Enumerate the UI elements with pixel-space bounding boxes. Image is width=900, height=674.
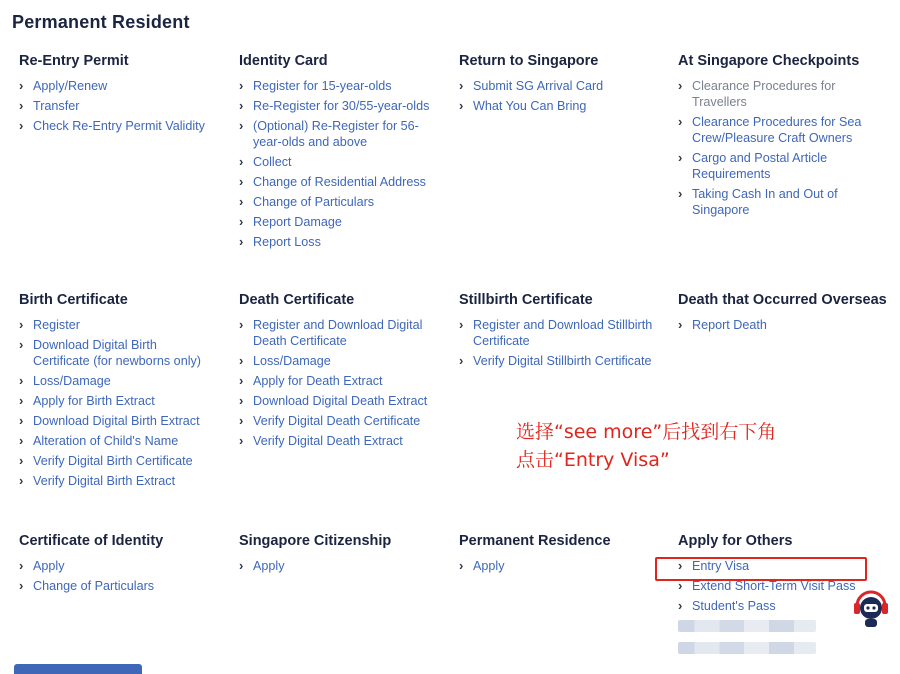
chevron-right-icon: › (19, 337, 24, 352)
link-collect[interactable]: › Collect (239, 154, 292, 169)
chevron-right-icon: › (239, 558, 244, 573)
chevron-right-icon: › (239, 234, 244, 249)
chevron-right-icon: › (678, 558, 683, 573)
link-what-you-can-bring[interactable]: › What You Can Bring (459, 98, 587, 113)
link-transfer[interactable]: › Transfer (19, 98, 80, 113)
chevron-right-icon: › (19, 413, 24, 428)
chevron-right-icon: › (239, 317, 244, 332)
section-title: Death that Occurred Overseas (678, 292, 887, 308)
link-verify-digital-stillbirth-certificate[interactable]: › Verify Digital Stillbirth Certificate (459, 353, 652, 368)
section-title: Re-Entry Permit (19, 53, 129, 69)
section-title: Birth Certificate (19, 292, 128, 308)
link-report-loss[interactable]: › Report Loss (239, 234, 321, 249)
blurred-text (678, 642, 816, 654)
entry-visa-highlight-box (655, 557, 867, 581)
link-submit-sg-arrival-card[interactable]: › Submit SG Arrival Card (459, 78, 604, 93)
section-title: Permanent Residence (459, 533, 611, 549)
chevron-right-icon: › (678, 78, 683, 93)
section-apply-for-others (678, 533, 868, 662)
link-verify-digital-death-certificate[interactable]: › Verify Digital Death Certificate (239, 413, 421, 428)
link-register[interactable]: › Register (19, 317, 80, 332)
section-permanent-residence (459, 533, 669, 578)
link-entry-visa[interactable]: › Entry Visa (678, 558, 750, 573)
link-register-download-death-certificate[interactable]: › Register and Download Digital Death Certificate (239, 317, 423, 348)
link-change-of-particulars[interactable]: › Change of Particulars (19, 578, 155, 593)
link-taking-cash[interactable]: › Taking Cash In and Out of Singapore (678, 186, 838, 217)
section-identity-card (239, 53, 435, 254)
link-cargo-postal[interactable]: › Cargo and Postal Article Requirements (678, 150, 828, 181)
link-register-download-stillbirth-certificate[interactable]: › Register and Download Stillbirth Certificate (459, 317, 653, 348)
chevron-right-icon: › (678, 150, 683, 165)
link-apply-death-extract[interactable]: › Apply for Death Extract (239, 373, 383, 388)
chevron-right-icon: › (239, 214, 244, 229)
link-change-address[interactable]: › Change of Residential Address (239, 174, 426, 189)
section-title: Death Certificate (239, 292, 355, 308)
chevron-right-icon: › (239, 98, 244, 113)
link-apply[interactable]: › Apply (19, 558, 65, 573)
section-title: Stillbirth Certificate (459, 292, 593, 308)
page-title: Permanent Resident (12, 12, 190, 32)
section-re-entry-permit (19, 53, 229, 138)
link-loss-damage[interactable]: › Loss/Damage (19, 373, 111, 388)
link-change-particulars[interactable]: › Change of Particulars (239, 194, 375, 209)
section-birth-certificate (19, 292, 215, 493)
section-at-singapore-checkpoints (678, 53, 864, 222)
link-apply-renew[interactable]: › Apply/Renew (19, 78, 108, 93)
chevron-right-icon: › (19, 453, 24, 468)
link-verify-digital-birth-extract[interactable]: › Verify Digital Birth Extract (19, 473, 176, 488)
chevron-right-icon: › (19, 317, 24, 332)
chevron-right-icon: › (678, 317, 683, 332)
chevron-right-icon: › (678, 114, 683, 129)
section-return-to-singapore (459, 53, 669, 118)
section-certificate-of-identity (19, 533, 229, 598)
section-title: Identity Card (239, 53, 328, 69)
link-apply[interactable]: › Apply (239, 558, 285, 573)
bottom-action-button[interactable] (14, 664, 142, 674)
chevron-right-icon: › (678, 578, 683, 593)
chevron-right-icon: › (459, 353, 464, 368)
chevron-right-icon: › (19, 433, 24, 448)
section-stillbirth-certificate (459, 292, 663, 373)
section-death-certificate (239, 292, 439, 453)
link-students-pass[interactable]: › Student's Pass (678, 598, 776, 613)
blurred-link (678, 640, 868, 658)
link-verify-digital-death-extract[interactable]: › Verify Digital Death Extract (239, 433, 403, 448)
chevron-right-icon: › (459, 78, 464, 93)
link-apply-birth-extract[interactable]: › Apply for Birth Extract (19, 393, 155, 408)
chevron-right-icon: › (239, 373, 244, 388)
link-apply[interactable]: › Apply (459, 558, 505, 573)
chevron-right-icon: › (19, 473, 24, 488)
chevron-right-icon: › (239, 194, 244, 209)
section-title: Apply for Others (678, 533, 793, 549)
link-alteration-child-name[interactable]: › Alteration of Child's Name (19, 433, 179, 448)
chevron-right-icon: › (19, 373, 24, 388)
section-singapore-citizenship (239, 533, 449, 578)
assistant-mascot-icon[interactable] (851, 586, 891, 628)
link-register-15[interactable]: › Register for 15-year-olds (239, 78, 392, 93)
annotation-line-1: 选择“see more”后找到右下角 (516, 421, 777, 443)
chevron-right-icon: › (19, 98, 24, 113)
chevron-right-icon: › (239, 413, 244, 428)
link-clearance-sea-crew[interactable]: › Clearance Procedures for Sea Crew/Pleasure Craft Owners (678, 114, 862, 145)
link-download-digital-death-extract[interactable]: › Download Digital Death Extract (239, 393, 428, 408)
annotation-line-2: 点击“Entry Visa” (516, 449, 670, 471)
link-loss-damage[interactable]: › Loss/Damage (239, 353, 331, 368)
chevron-right-icon: › (459, 317, 464, 332)
link-re-register-30-55[interactable]: › Re-Register for 30/55-year-olds (239, 98, 430, 113)
link-check-re-entry-permit-validity[interactable]: › Check Re-Entry Permit Validity (19, 118, 205, 133)
chevron-right-icon: › (19, 393, 24, 408)
blurred-link (678, 618, 868, 636)
section-title: Singapore Citizenship (239, 533, 392, 549)
chevron-right-icon: › (239, 353, 244, 368)
chevron-right-icon: › (678, 598, 683, 613)
chevron-right-icon: › (19, 558, 24, 573)
link-download-digital-birth-certificate[interactable]: › Download Digital Birth Certificate (for newborns only) (19, 337, 201, 368)
link-re-register-56[interactable]: › (Optional) Re-Register for 56-year-olds and above (239, 118, 419, 149)
link-download-digital-birth-extract[interactable]: › Download Digital Birth Extract (19, 413, 200, 428)
section-title: Return to Singapore (459, 53, 599, 69)
section-title: Certificate of Identity (19, 533, 164, 549)
chevron-right-icon: › (19, 78, 24, 93)
instruction-annotation (516, 418, 776, 474)
link-extend-short-term-visit-pass[interactable]: › Extend Short-Term Visit Pass (678, 578, 856, 593)
link-verify-digital-birth-certificate[interactable]: › Verify Digital Birth Certificate (19, 453, 193, 468)
link-report-death[interactable]: › Report Death (678, 317, 767, 332)
section-death-occurred-overseas (678, 292, 890, 337)
chevron-right-icon: › (239, 174, 244, 189)
chevron-right-icon: › (19, 578, 24, 593)
chevron-right-icon: › (19, 118, 24, 133)
section-title: At Singapore Checkpoints (678, 53, 860, 69)
chevron-right-icon: › (239, 393, 244, 408)
blurred-text (678, 620, 816, 632)
link-report-damage[interactable]: › Report Damage (239, 214, 342, 229)
chevron-right-icon: › (459, 558, 464, 573)
chevron-right-icon: › (459, 98, 464, 113)
chevron-right-icon: › (678, 186, 683, 201)
chevron-right-icon: › (239, 118, 244, 133)
chevron-right-icon: › (239, 433, 244, 448)
chevron-right-icon: › (239, 154, 244, 169)
link-clearance-travellers[interactable]: › Clearance Procedures for Travellers (678, 78, 836, 109)
chevron-right-icon: › (239, 78, 244, 93)
